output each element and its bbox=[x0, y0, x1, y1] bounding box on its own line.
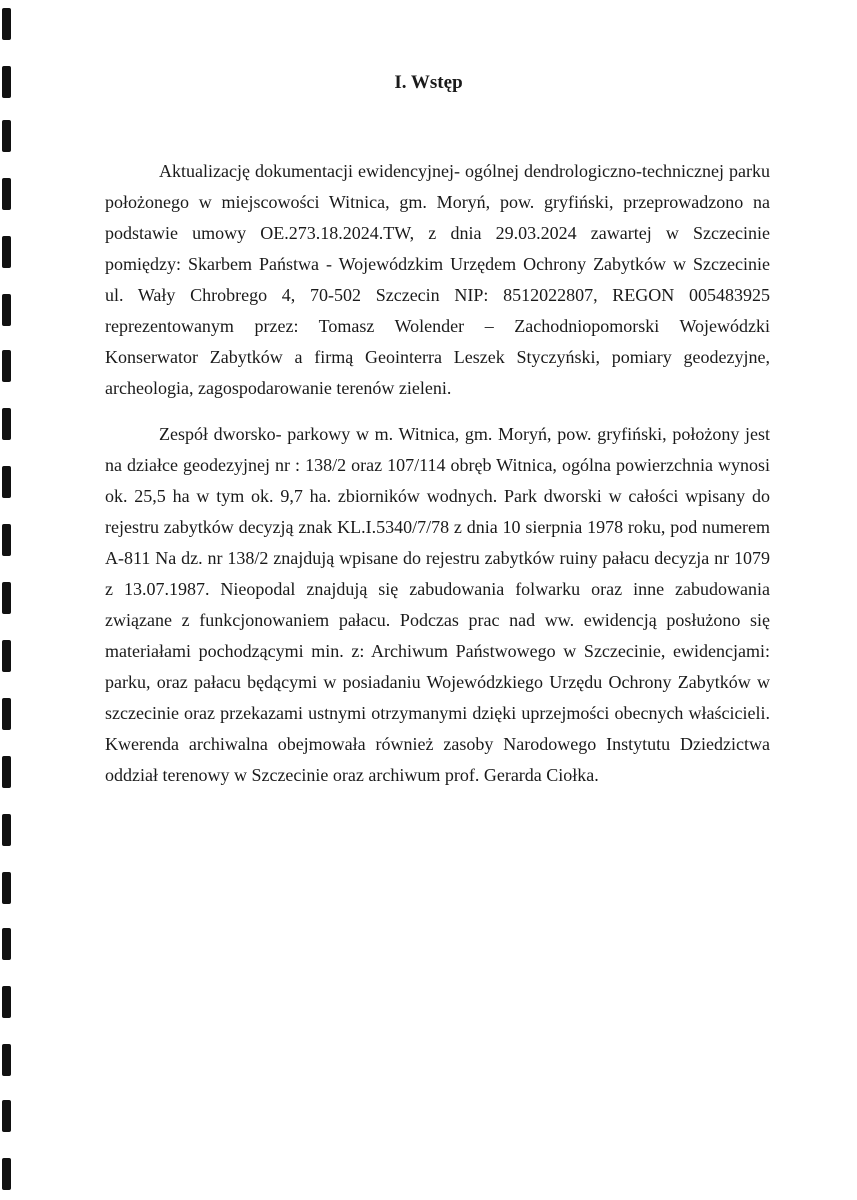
binding-hole bbox=[2, 350, 11, 382]
binding-hole bbox=[2, 120, 11, 152]
binding-hole bbox=[2, 640, 11, 672]
binding-hole bbox=[2, 466, 11, 498]
binding-hole bbox=[2, 756, 11, 788]
binding-hole bbox=[2, 294, 11, 326]
binding-hole bbox=[2, 928, 11, 960]
binding-hole bbox=[2, 698, 11, 730]
binding-hole bbox=[2, 986, 11, 1018]
binding-hole bbox=[2, 582, 11, 614]
paragraph-intro: Aktualizację dokumentacji ewidencyjnej- ogólnej dendrologiczno-technicznej parku położonego w miejscowości Witnica, gm. Moryń, pow. gryfiński, przeprowadzono na podstawie umowy OE.273.18.2024.TW, z dnia 29.03.2024 zawartej w Szczecinie pomiędzy: Skarbem Państwa - Wojewódzkim Urzędem Ochrony Zabytków w Szczecinie ul. Wały Chrobrego 4, 70-502 Szczecin NIP: 8512022807, REGON 005483925 reprezentowanym przez: Tomasz Wolender – Zachodniopomorski Wojewódzki Konserwator Zabytków a firmą Geointerra Leszek Styczyński, pomiary geodezyjne, archeologia, zagospodarowanie terenów zieleni. bbox=[105, 161, 770, 398]
document-body bbox=[105, 156, 770, 791]
page-title: I. Wstęp bbox=[394, 72, 463, 93]
binding-hole bbox=[2, 872, 11, 904]
binding-hole bbox=[2, 236, 11, 268]
binding-hole bbox=[2, 1158, 11, 1190]
paragraph-park-description: Zespół dworsko- parkowy w m. Witnica, gm. Moryń, pow. gryfiński, położony jest na działce geodezyjnej nr : 138/2 oraz 107/114 obręb Witnica, ogólna powierzchnia wynosi ok. 25,5 ha w tym ok. 9,7 ha. zbiorników wodnych. Park dworski w całości wpisany do rejestru zabytków decyzją znak KL.I.5340/7/78 z dnia 10 sierpnia 1978 roku, pod numerem A-811 Na dz. nr 138/2 znajdują wpisane do rejestru zabytków ruiny pałacu decyzja nr 1079 z 13.07.1987. Nieopodal znajdują się zabudowania folwarku oraz inne zabudowania związane z funkcjonowaniem pałacu. Podczas prac nad ww. ewidencją posłużono się materiałami pochodzącymi min. z: Archiwum Państwowego w Szczecinie, ewidencjami: parku, oraz pałacu będącymi w posiadaniu Wojewódzkiego Urzędu Ochrony Zabytków w szczecinie oraz przekazami ustnymi otrzymanymi dzięki uprzejmości obecnych właścicieli. Kwerenda archiwalna obejmowała również zasoby Narodowego Instytutu Dziedzictwa oddział terenowy w Szczecinie oraz archiwum prof. Gerarda Ciołka. bbox=[105, 424, 770, 785]
binding-hole bbox=[2, 178, 11, 210]
binding-holes bbox=[2, 0, 16, 1200]
binding-hole bbox=[2, 814, 11, 846]
binding-hole bbox=[2, 1100, 11, 1132]
binding-hole bbox=[2, 524, 11, 556]
binding-hole bbox=[2, 408, 11, 440]
binding-hole bbox=[2, 1044, 11, 1076]
binding-hole bbox=[2, 8, 11, 40]
